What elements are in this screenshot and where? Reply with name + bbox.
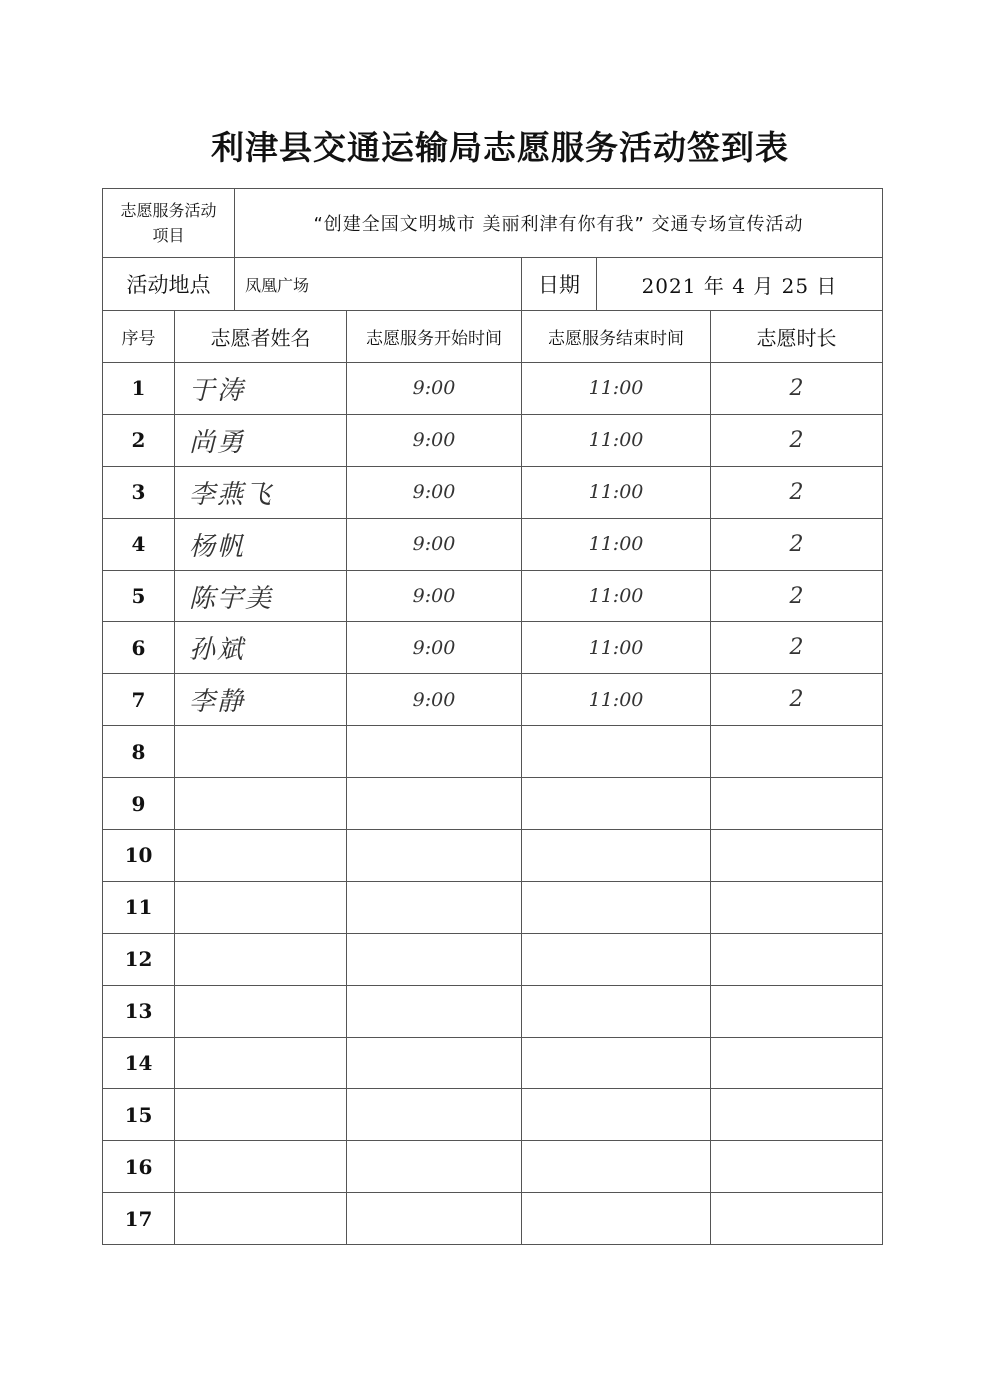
service-hours: 2 bbox=[711, 622, 883, 674]
volunteer-name: 孙斌 bbox=[175, 622, 347, 674]
table-row bbox=[103, 518, 883, 570]
service-hours: 2 bbox=[711, 414, 883, 466]
end-time: 11:00 bbox=[522, 363, 711, 415]
page-title: 利津县交通运输局志愿服务活动签到表 bbox=[211, 128, 789, 167]
table-row bbox=[103, 1141, 883, 1193]
start-time: 9:00 bbox=[347, 414, 522, 466]
start-time: 9:00 bbox=[347, 570, 522, 622]
service-hours: 2 bbox=[711, 518, 883, 570]
end-time: 11:00 bbox=[522, 674, 711, 726]
end-time: 11:00 bbox=[522, 570, 711, 622]
end-time: 11:00 bbox=[522, 622, 711, 674]
header-seq: 序号 bbox=[103, 311, 175, 363]
volunteer-name: 于涛 bbox=[175, 363, 347, 415]
start-time bbox=[347, 1193, 522, 1245]
end-time bbox=[522, 1089, 711, 1141]
row-number: 16 bbox=[103, 1141, 175, 1193]
row-number: 10 bbox=[103, 830, 175, 882]
start-time bbox=[347, 830, 522, 882]
start-time bbox=[347, 933, 522, 985]
sign-in-table bbox=[102, 188, 883, 1245]
row-number: 14 bbox=[103, 1037, 175, 1089]
table-row bbox=[103, 466, 883, 518]
volunteer-name bbox=[175, 1193, 347, 1245]
start-time bbox=[347, 778, 522, 830]
row-number: 7 bbox=[103, 674, 175, 726]
row-number: 3 bbox=[103, 466, 175, 518]
table-row bbox=[103, 726, 883, 778]
table-row bbox=[103, 622, 883, 674]
row-number: 2 bbox=[103, 414, 175, 466]
place-label: 活动地点 bbox=[103, 258, 235, 311]
volunteer-name bbox=[175, 933, 347, 985]
service-hours: 2 bbox=[711, 674, 883, 726]
end-time: 11:00 bbox=[522, 518, 711, 570]
volunteer-name bbox=[175, 1089, 347, 1141]
start-time: 9:00 bbox=[347, 466, 522, 518]
table-row bbox=[103, 1089, 883, 1141]
service-hours: 2 bbox=[711, 363, 883, 415]
row-number: 4 bbox=[103, 518, 175, 570]
project-label-line1: 志愿服务活动 bbox=[120, 201, 217, 220]
row-number: 1 bbox=[103, 363, 175, 415]
end-time bbox=[522, 933, 711, 985]
service-hours bbox=[711, 1141, 883, 1193]
header-name: 志愿者姓名 bbox=[175, 311, 347, 363]
end-time bbox=[522, 1141, 711, 1193]
project-value: “创建全国文明城市 美丽利津有你有我” 交通专场宣传活动 bbox=[235, 189, 883, 258]
row-number: 15 bbox=[103, 1089, 175, 1141]
column-header-row bbox=[103, 311, 883, 363]
end-time bbox=[522, 726, 711, 778]
service-hours bbox=[711, 1193, 883, 1245]
table-row bbox=[103, 933, 883, 985]
volunteer-name: 陈宇美 bbox=[175, 570, 347, 622]
header-hours: 志愿时长 bbox=[711, 311, 883, 363]
volunteer-name: 李静 bbox=[175, 674, 347, 726]
volunteer-name bbox=[175, 1141, 347, 1193]
project-row bbox=[103, 189, 883, 258]
start-time: 9:00 bbox=[347, 518, 522, 570]
volunteer-name: 杨帆 bbox=[175, 518, 347, 570]
start-time bbox=[347, 1141, 522, 1193]
table-row bbox=[103, 674, 883, 726]
start-time: 9:00 bbox=[347, 674, 522, 726]
service-hours bbox=[711, 778, 883, 830]
end-time bbox=[522, 1037, 711, 1089]
start-time: 9:00 bbox=[347, 622, 522, 674]
service-hours bbox=[711, 1089, 883, 1141]
row-number: 9 bbox=[103, 778, 175, 830]
place-date-row bbox=[103, 258, 883, 311]
table-row bbox=[103, 1193, 883, 1245]
header-end: 志愿服务结束时间 bbox=[522, 311, 711, 363]
rows-body bbox=[103, 363, 883, 1245]
end-time bbox=[522, 881, 711, 933]
service-hours bbox=[711, 830, 883, 882]
table-row bbox=[103, 881, 883, 933]
row-number: 12 bbox=[103, 933, 175, 985]
start-time bbox=[347, 881, 522, 933]
service-hours bbox=[711, 881, 883, 933]
end-time bbox=[522, 985, 711, 1037]
end-time: 11:00 bbox=[522, 466, 711, 518]
table-row bbox=[103, 1037, 883, 1089]
row-number: 11 bbox=[103, 881, 175, 933]
project-label-line2: 项目 bbox=[152, 226, 185, 245]
volunteer-name bbox=[175, 830, 347, 882]
volunteer-name: 尚勇 bbox=[175, 414, 347, 466]
start-time bbox=[347, 1089, 522, 1141]
service-hours bbox=[711, 933, 883, 985]
date-label: 日期 bbox=[522, 258, 597, 311]
end-time bbox=[522, 830, 711, 882]
start-time: 9:00 bbox=[347, 363, 522, 415]
table-row bbox=[103, 414, 883, 466]
service-hours: 2 bbox=[711, 466, 883, 518]
row-number: 6 bbox=[103, 622, 175, 674]
volunteer-name: 李燕飞 bbox=[175, 466, 347, 518]
service-hours bbox=[711, 985, 883, 1037]
project-label bbox=[103, 189, 235, 258]
table-row bbox=[103, 830, 883, 882]
start-time bbox=[347, 1037, 522, 1089]
end-time bbox=[522, 778, 711, 830]
place-value: 凤凰广场 bbox=[235, 258, 522, 311]
row-number: 8 bbox=[103, 726, 175, 778]
header-start: 志愿服务开始时间 bbox=[347, 311, 522, 363]
row-number: 13 bbox=[103, 985, 175, 1037]
service-hours bbox=[711, 1037, 883, 1089]
date-value: 2021 年 4 月 25 日 bbox=[597, 258, 883, 311]
row-number: 17 bbox=[103, 1193, 175, 1245]
volunteer-name bbox=[175, 726, 347, 778]
start-time bbox=[347, 985, 522, 1037]
volunteer-name bbox=[175, 778, 347, 830]
service-hours: 2 bbox=[711, 570, 883, 622]
start-time bbox=[347, 726, 522, 778]
table-row bbox=[103, 570, 883, 622]
service-hours bbox=[711, 726, 883, 778]
table-row bbox=[103, 985, 883, 1037]
table-row bbox=[103, 363, 883, 415]
volunteer-name bbox=[175, 1037, 347, 1089]
end-time bbox=[522, 1193, 711, 1245]
end-time: 11:00 bbox=[522, 414, 711, 466]
row-number: 5 bbox=[103, 570, 175, 622]
volunteer-name bbox=[175, 985, 347, 1037]
table-row bbox=[103, 778, 883, 830]
volunteer-name bbox=[175, 881, 347, 933]
